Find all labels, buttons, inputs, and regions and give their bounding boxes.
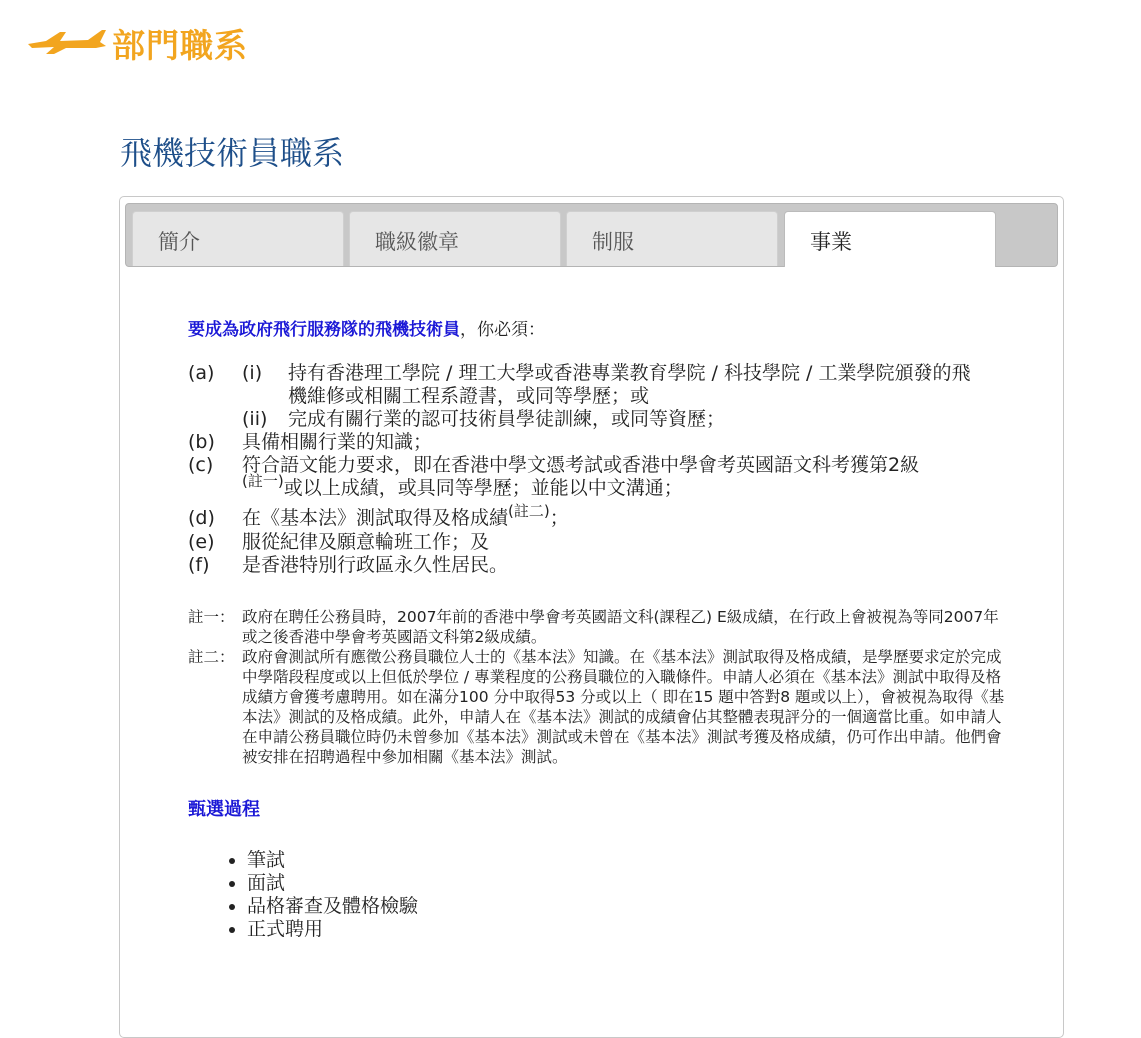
- list-item: • 面試: [247, 872, 1008, 895]
- footnote-1: [188, 607, 1008, 647]
- sub-label: (ii): [242, 408, 268, 430]
- requirement-text-part: ；: [549, 507, 569, 529]
- intro-rest: ，你必須：: [460, 320, 545, 340]
- requirement-a-ii: [188, 408, 1008, 431]
- selection-steps-list: [188, 849, 1008, 941]
- requirement-text: 服從紀律及願意輪班工作；及: [242, 531, 490, 553]
- requirement-a-i: [188, 362, 1008, 408]
- list-item: • 筆試: [247, 849, 1008, 872]
- requirement-f: [188, 554, 1008, 577]
- requirements-list: [188, 362, 1008, 577]
- requirement-e: [188, 531, 1008, 554]
- requirement-label: (b): [188, 431, 215, 453]
- requirement-text: [242, 502, 1008, 531]
- footnote-text: 政府在聘任公務員時，2007年前的香港中學會考英國語文科(課程乙) E級成績，在行政上會被視為等同2007年或之後香港中學會考英國語文科第2級成績。: [242, 608, 999, 646]
- tab-intro[interactable]: 簡介: [132, 211, 344, 266]
- tab-uniform[interactable]: 制服: [566, 211, 778, 266]
- requirement-text: [242, 454, 1008, 501]
- tab-bar: [125, 203, 1058, 267]
- content-panel: [119, 196, 1064, 1038]
- list-item: • 正式聘用: [247, 918, 1008, 941]
- requirement-label: (d): [188, 507, 215, 529]
- tab-rank-badges[interactable]: 職級徽章: [349, 211, 561, 266]
- requirement-text-part: 在《基本法》測試取得及格成績: [242, 507, 509, 529]
- requirement-label: (c): [188, 454, 214, 476]
- requirement-c: [188, 454, 1008, 501]
- requirement-text-part: 符合語文能力要求，即在香港中學文憑考試或香港中學會考英國語文科考獲第2級: [242, 454, 920, 476]
- requirement-text: 是香港特別行政區永久性居民。: [242, 554, 509, 576]
- tab-content-career: [188, 315, 1008, 941]
- intro-text: [188, 315, 1008, 340]
- footnotes: [188, 607, 1008, 767]
- requirement-b: [188, 431, 1008, 454]
- requirement-text: 持有香港理工學院 / 理工大學或香港專業教育學院 / 科技學院 / 工業學院頒發的飛機維修或相關工程系證書，或同等學歷；或: [288, 362, 971, 407]
- page-title: 飛機技術員職系: [120, 134, 345, 172]
- footnote-ref-2[interactable]: (註二): [508, 502, 550, 520]
- requirement-label: (f): [188, 554, 210, 576]
- footnote-label: 註一：: [188, 608, 235, 626]
- requirement-label: (e): [188, 531, 215, 553]
- requirement-text-part: 或以上成績，或具同等學歷；並能以中文溝通；: [283, 477, 683, 499]
- airplane-icon: [26, 20, 108, 60]
- requirement-text: 具備相關行業的知識；: [242, 431, 433, 453]
- requirement-d: [188, 502, 1008, 531]
- list-item: • 品格審查及體格檢驗: [247, 895, 1008, 918]
- requirement-label: (a): [188, 362, 215, 384]
- intro-highlight: 要成為政府飛行服務隊的飛機技術員: [188, 320, 460, 340]
- footnote-text: 政府會測試所有應徵公務員職位人士的《基本法》知識。在《基本法》測試取得及格成績，是學歷要求定於完成中學階段程度或以上但低於學位 / 專業程度的公務員職位的入職條件。申請人必須在《基本法》測試中取得及格成績方會獲考慮聘用。如在滿分100 分中取得53 分或以上（ 即在15 題中答對8 題或以上），會被視為取得《基本法》測試的及格成績。此外，申請人在《基本法》測試的成績會佔其整體表現評分的一個適當比重。如申請人在申請公務員職位時仍未曾參加《基本法》測試或未曾在《基本法》測試考獲及格成績，仍可作出申請。他們會被安排在招聘過程中參加相關《基本法》測試。: [242, 648, 1005, 766]
- footnote-ref-1[interactable]: (註一): [242, 472, 284, 490]
- selection-process-title: 甄選過程: [188, 799, 260, 820]
- footnote-label: 註二：: [188, 648, 235, 666]
- brand-logo[interactable]: [26, 18, 248, 65]
- sub-label: (i): [242, 362, 263, 384]
- tab-career[interactable]: 事業: [784, 211, 996, 267]
- requirement-text: 完成有關行業的認可技術員學徒訓練，或同等資歷；: [288, 408, 726, 430]
- footnote-2: [188, 647, 1008, 767]
- brand-text: 部門職系: [112, 26, 248, 65]
